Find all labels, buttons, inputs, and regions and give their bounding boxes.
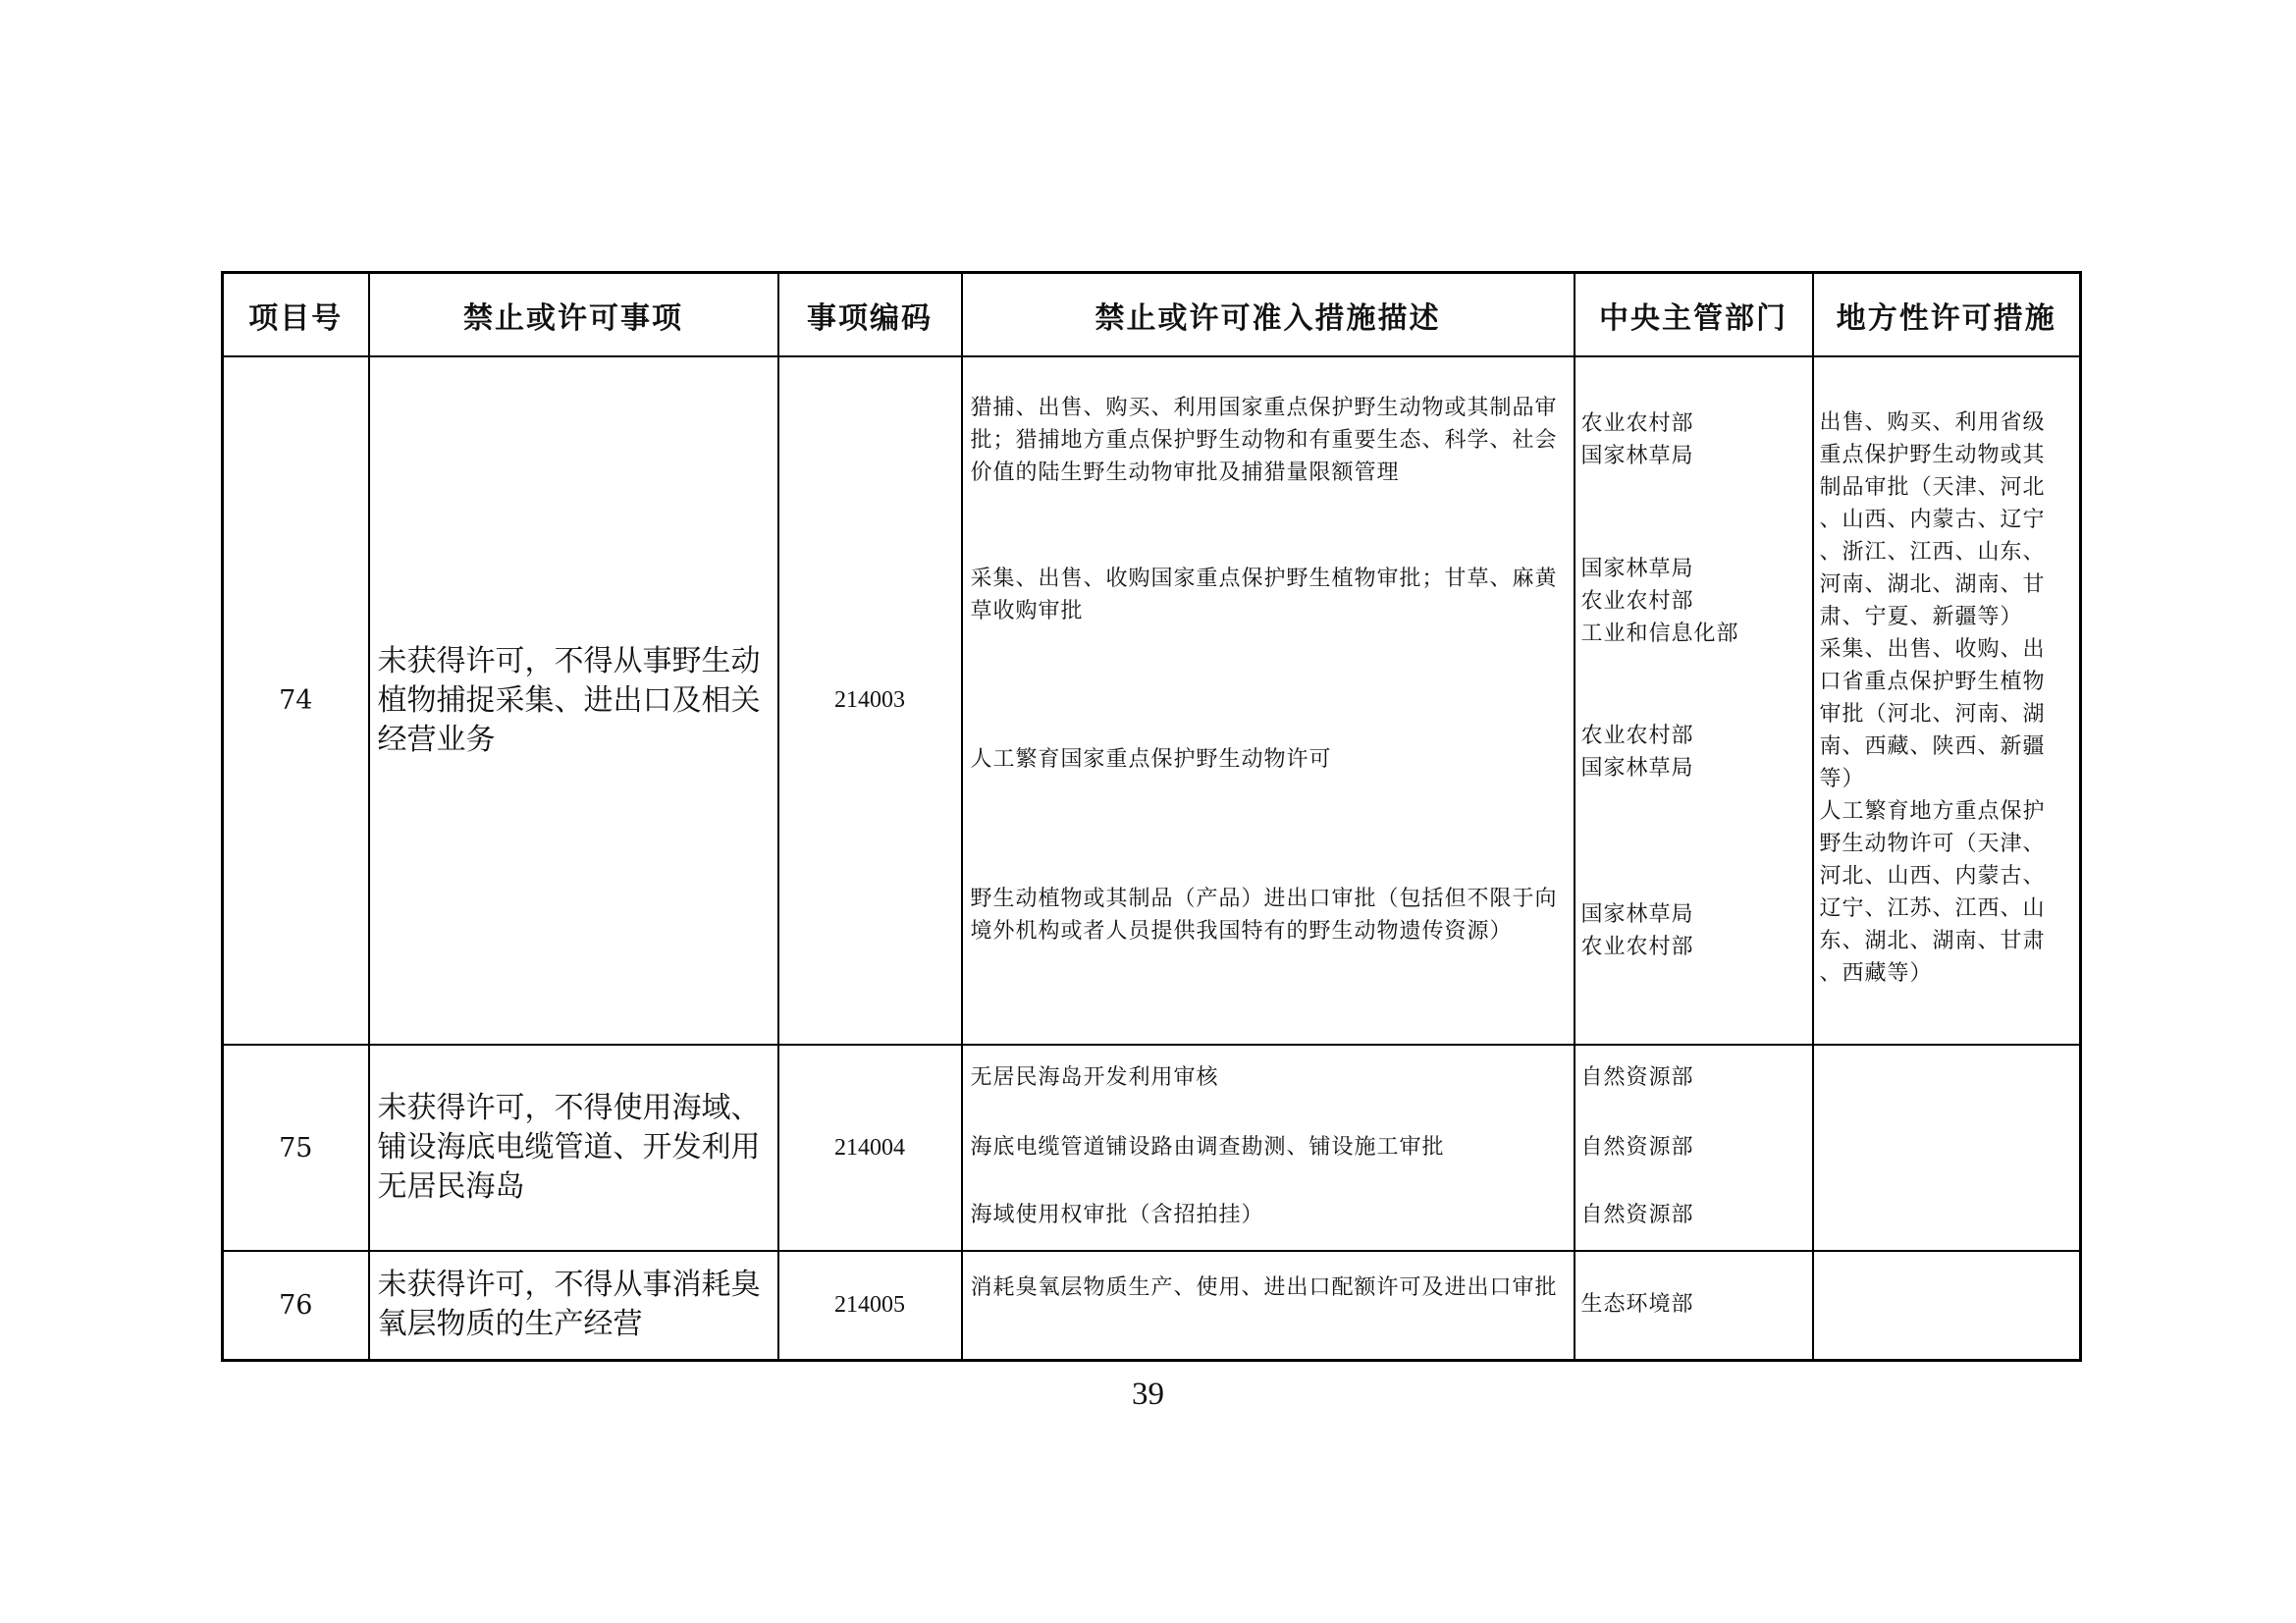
page-number: 39 bbox=[1132, 1377, 1164, 1412]
measure-departments: 自然资源部 bbox=[1580, 1135, 1694, 1160]
permit-table bbox=[221, 271, 2082, 1362]
measure-departments: 农业农村部 国家林草局 bbox=[1580, 724, 1694, 781]
header-code: 事项编码 bbox=[778, 273, 962, 357]
row-measures bbox=[962, 356, 1575, 1045]
row-number: 74 bbox=[223, 356, 369, 1045]
table-row bbox=[223, 356, 2081, 1045]
header-central-department: 中央主管部门 bbox=[1575, 273, 1813, 357]
header-local-measures: 地方性许可措施 bbox=[1813, 273, 2081, 357]
measure-departments: 国家林草局 农业农村部 工业和信息化部 bbox=[1580, 557, 1739, 646]
row-departments bbox=[1575, 356, 1813, 1045]
row-matter: 未获得许可，不得从事消耗臭氧层物质的生产经营 bbox=[369, 1251, 778, 1360]
measure-departments: 生态环境部 bbox=[1580, 1292, 1694, 1317]
measure-description: 野生动植物或其制品（产品）进出口审批（包括但不限于向境外机构或者人员提供我国特有的野生动物遗传资源） bbox=[970, 887, 1558, 944]
measure-description: 人工繁育国家重点保护野生动物许可 bbox=[970, 747, 1332, 772]
row-departments bbox=[1575, 1045, 1813, 1251]
row-departments bbox=[1575, 1251, 1813, 1360]
row-measures bbox=[962, 1251, 1575, 1360]
measure-description: 消耗臭氧层物质生产、使用、进出口配额许可及进出口审批 bbox=[970, 1275, 1558, 1300]
table-row bbox=[223, 1045, 2081, 1251]
measure-description: 采集、出售、收购国家重点保护野生植物审批；甘草、麻黄草收购审批 bbox=[970, 567, 1558, 623]
row-matter: 未获得许可，不得从事野生动植物捕捉采集、进出口及相关经营业务 bbox=[369, 356, 778, 1045]
measure-description: 无居民海岛开发利用审核 bbox=[970, 1065, 1219, 1090]
row-code: 214003 bbox=[778, 356, 962, 1045]
measure-description: 海域使用权审批（含招拍挂） bbox=[970, 1203, 1264, 1227]
measure-departments: 农业农村部 国家林草局 bbox=[1580, 411, 1694, 468]
row-number: 76 bbox=[223, 1251, 369, 1360]
header-measure-description: 禁止或许可准入措施描述 bbox=[962, 273, 1575, 357]
local-measures-text: 出售、购买、利用省级 重点保护野生动物或其 制品审批（天津、河北 、山西、内蒙古、辽宁 、浙江、江西、山东、 河南、湖北、湖南、甘 肃、宁夏、新疆等） 采集、出售、收购、出 口省重点保护野生植物 审批（河北、河南、湖 南、西藏、陕西、新疆 等） 人工繁育地方重点保护 野生动物许可（天津、 河北、山西、内蒙古、 辽宁、江苏、江西、山 东、湖北、湖南、甘肃 、西藏等） bbox=[1819, 410, 2046, 986]
row-code: 214005 bbox=[778, 1251, 962, 1360]
measure-description: 海底电缆管道铺设路由调查勘测、铺设施工审批 bbox=[970, 1135, 1445, 1160]
measure-departments: 自然资源部 bbox=[1580, 1203, 1694, 1227]
header-item-number: 项目号 bbox=[223, 273, 369, 357]
header-matter: 禁止或许可事项 bbox=[369, 273, 778, 357]
row-code: 214004 bbox=[778, 1045, 962, 1251]
row-local-measures bbox=[1813, 1251, 2081, 1360]
header-row bbox=[223, 273, 2081, 357]
row-number: 75 bbox=[223, 1045, 369, 1251]
row-local-measures bbox=[1813, 1045, 2081, 1251]
measure-departments: 自然资源部 bbox=[1580, 1065, 1694, 1090]
row-measures bbox=[962, 1045, 1575, 1251]
row-matter: 未获得许可，不得使用海域、铺设海底电缆管道、开发利用无居民海岛 bbox=[369, 1045, 778, 1251]
measure-description: 猎捕、出售、购买、利用国家重点保护野生动物或其制品审批；猎捕地方重点保护野生动物和有重要生态、科学、社会价值的陆生野生动物审批及捕猎量限额管理 bbox=[970, 396, 1558, 485]
measure-departments: 国家林草局 农业农村部 bbox=[1580, 902, 1694, 959]
table-row bbox=[223, 1251, 2081, 1360]
row-local-measures bbox=[1813, 356, 2081, 1045]
